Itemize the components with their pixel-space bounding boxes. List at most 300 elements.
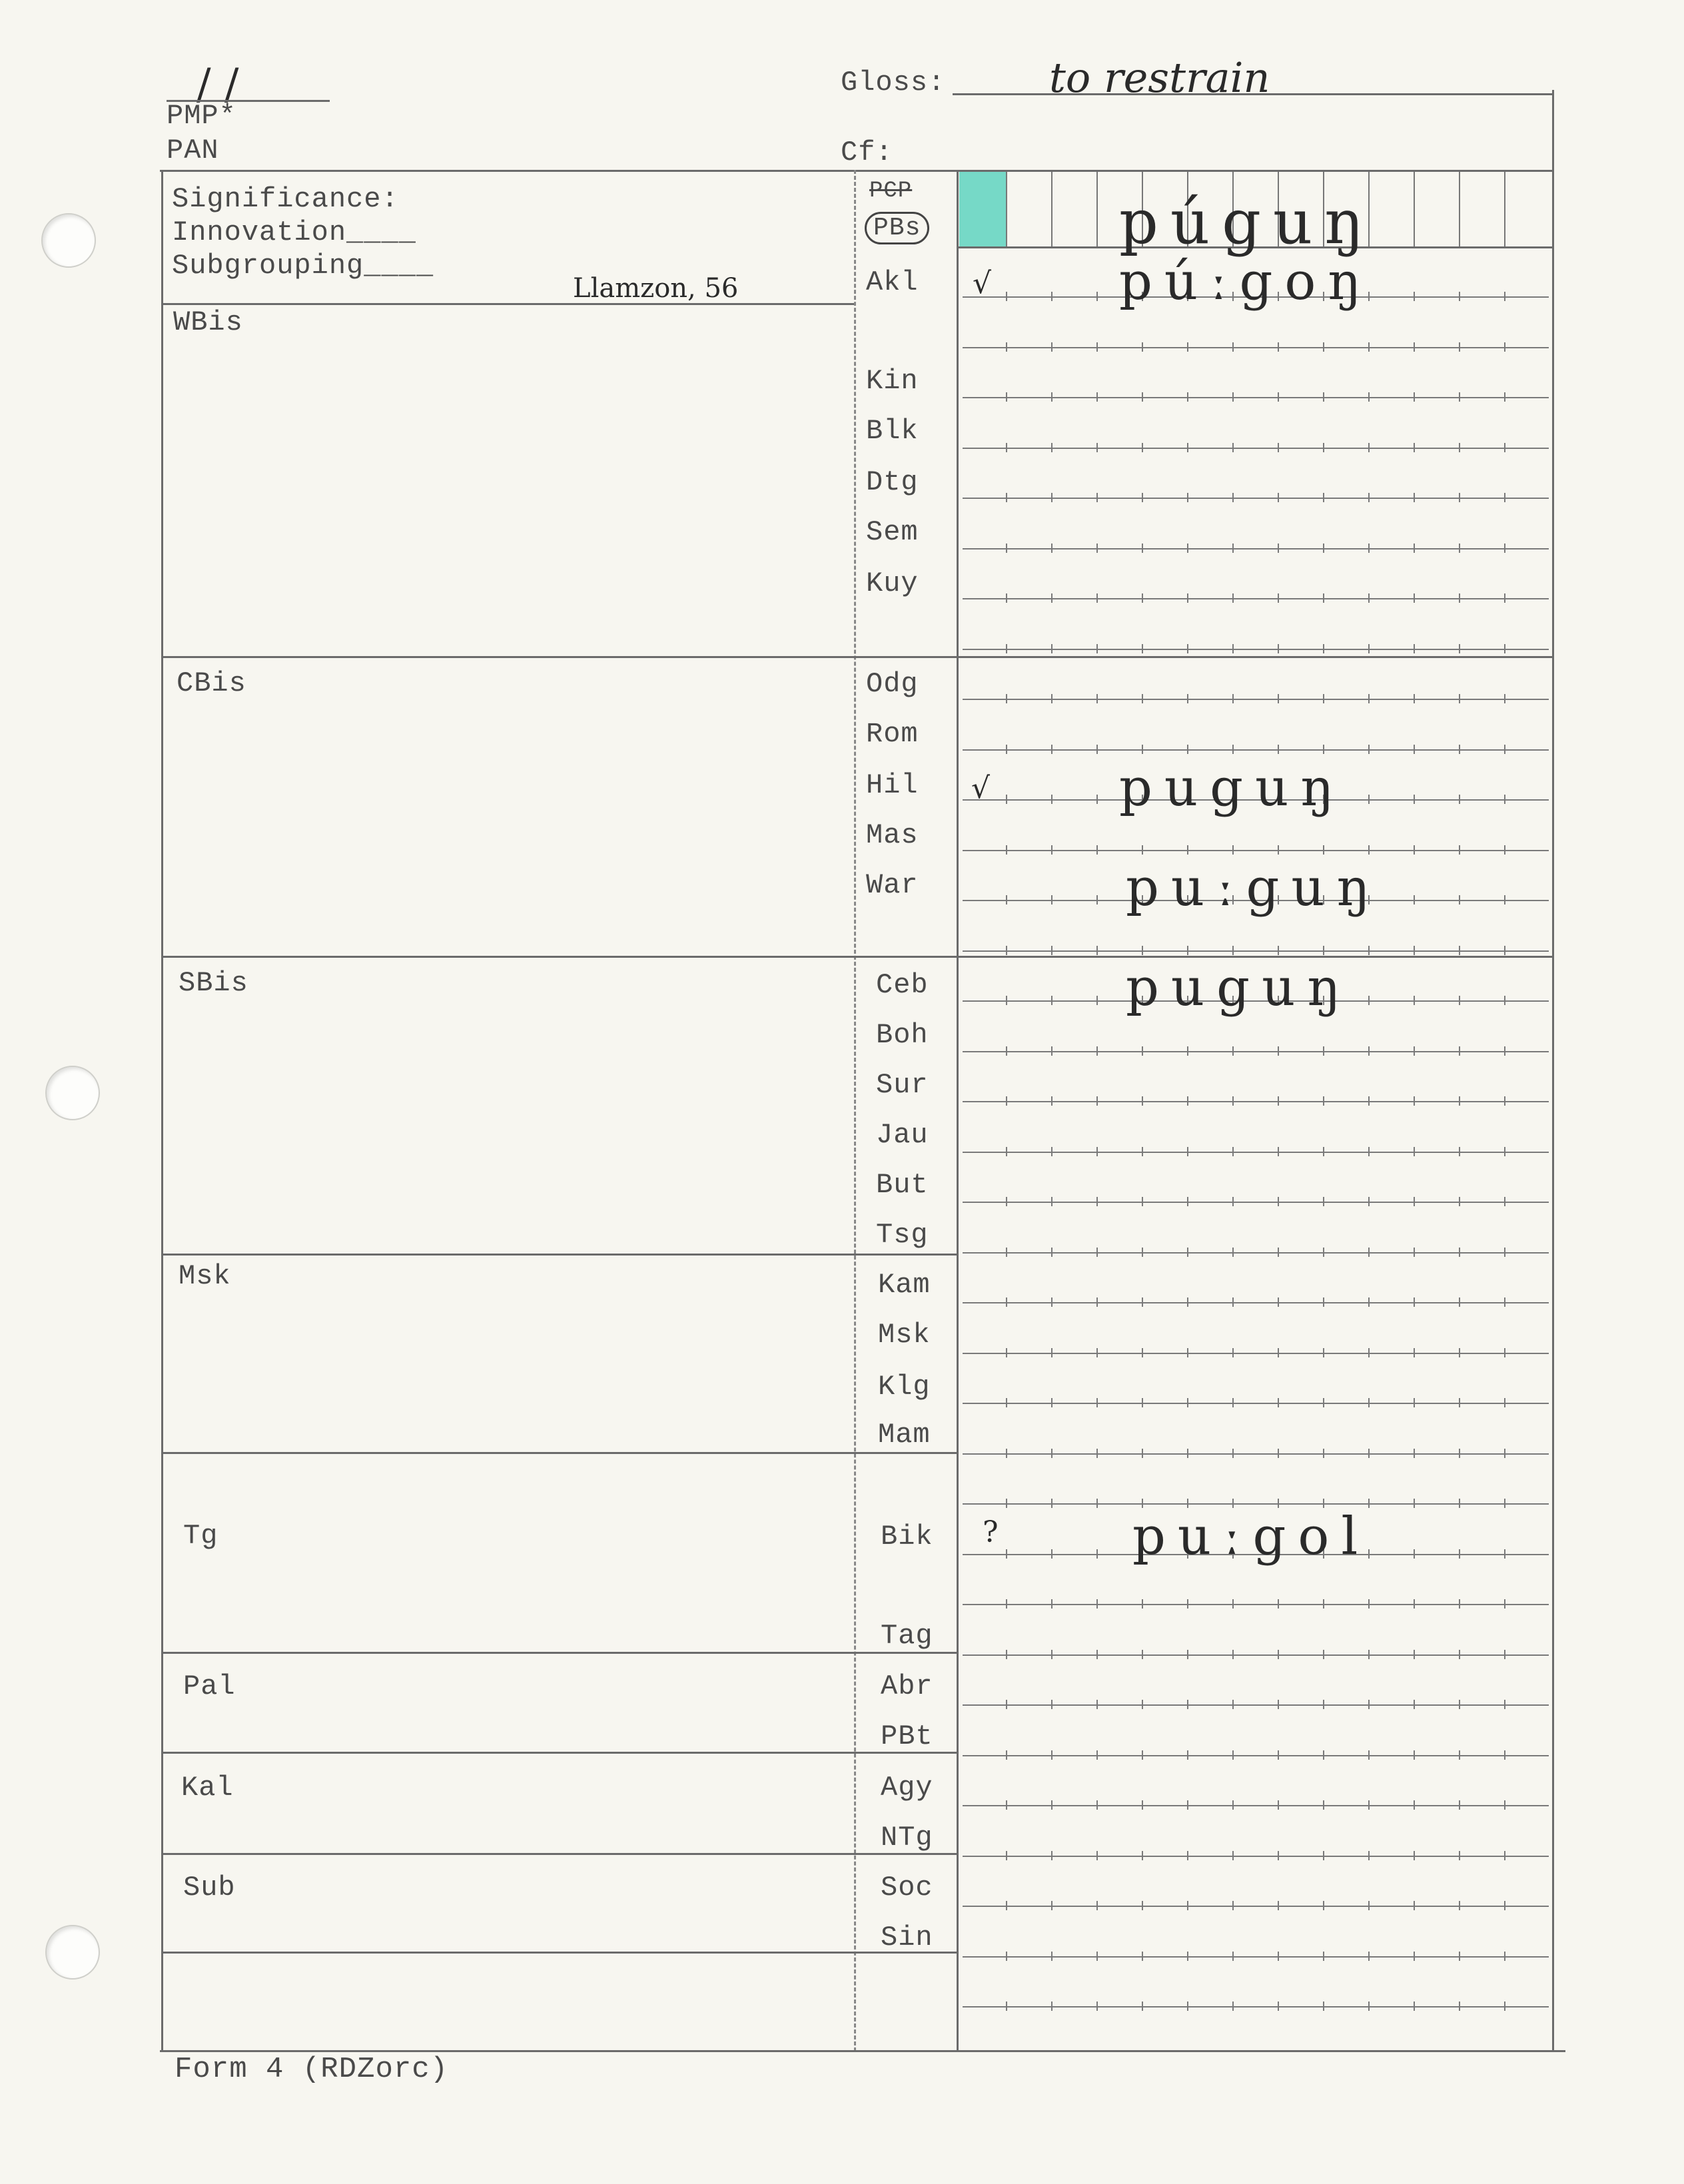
ruled-tick [1142,1348,1143,1357]
ruled-tick [1504,1348,1505,1357]
lang-blk: Blk [866,415,919,447]
ruled-line [963,1051,1549,1052]
ruled-tick [1051,745,1052,754]
ruled-tick [1051,1248,1052,1257]
ruled-tick [1006,1197,1007,1206]
ruled-tick [1051,1499,1052,1508]
ruled-tick [1504,745,1505,754]
ruled-tick [1459,1348,1460,1357]
ruled-tick [1051,392,1052,402]
ruled-tick [1278,1952,1279,1961]
ruled-tick [1187,1800,1188,1810]
ruled-tick [1142,593,1143,603]
ruled-tick [1096,1398,1098,1407]
section-label-kal: Kal [181,1772,234,1804]
ruled-tick [1504,544,1505,553]
ruled-tick [1323,1449,1324,1458]
ruled-tick [1006,1901,1007,1910]
ruled-tick [1323,1197,1324,1206]
ruled-tick [1504,1549,1505,1559]
ruled-tick [1323,1901,1324,1910]
ruled-tick [1459,1599,1460,1609]
ruled-tick [1323,1398,1324,1407]
ruled-tick [1323,342,1324,352]
ruled-tick [1414,1851,1415,1860]
ruled-tick [1006,493,1007,502]
ruled-tick [1096,544,1098,553]
ruled-tick [1232,1248,1234,1257]
lang-akl: Akl [866,266,919,298]
divider-sbis-msk [161,1254,957,1256]
ruled-line [963,498,1549,499]
ruled-tick [1006,845,1007,855]
ruled-tick [1006,946,1007,955]
ruled-tick [1187,342,1188,352]
divider-msk-tg [161,1452,957,1454]
ruled-line [963,1805,1549,1806]
ruled-tick [1414,644,1415,653]
ruled-tick [1368,1046,1370,1056]
ruled-tick [1006,593,1007,603]
lang-boh: Boh [876,1019,929,1051]
ruled-tick [1504,1700,1505,1709]
left-box-top [160,170,957,172]
punch-hole-middle [45,1066,100,1120]
divider-pal-kal [161,1752,957,1754]
ruled-line [963,1906,1549,1907]
ruled-tick [1051,493,1052,502]
ruled-tick [1232,1449,1234,1458]
ruled-tick [1368,1750,1370,1760]
ruled-tick [1368,1096,1370,1106]
ruled-tick [1414,443,1415,452]
ruled-tick [1232,392,1234,402]
lang-msk: Msk [878,1319,931,1351]
ruled-tick [1006,1096,1007,1106]
ruled-tick [1459,544,1460,553]
gloss-label: Gloss: [841,67,946,99]
ruled-tick [1142,644,1143,653]
ruled-tick [1051,1599,1052,1609]
ruled-tick [1187,1851,1188,1860]
ruled-tick [1323,644,1324,653]
slash-mark: / / [197,60,239,109]
ruled-tick [1323,1952,1324,1961]
ruled-tick [1051,996,1052,1005]
ruled-line [963,649,1549,650]
ruled-tick [1187,745,1188,754]
ruled-tick [1278,1096,1279,1106]
ruled-tick [1187,644,1188,653]
ruled-line [963,1152,1549,1153]
lang-ntg: NTg [881,1822,933,1854]
cell-separator [1096,172,1098,246]
ruled-tick [1096,1650,1098,1659]
ruled-tick [1051,1197,1052,1206]
ruled-tick [1006,694,1007,703]
lang-odg: Odg [866,668,919,700]
section-label-msk: Msk [179,1260,231,1292]
ruled-tick [1142,1197,1143,1206]
ruled-tick [1232,1297,1234,1307]
ruled-tick [1323,1750,1324,1760]
ruled-line [963,1403,1549,1404]
ruled-tick [1459,1952,1460,1961]
source-citation: Llamzon, 56 [573,273,739,304]
lang-ceb: Ceb [876,969,929,1001]
ruled-tick [1278,1046,1279,1056]
lang-kin: Kin [866,365,919,397]
ruled-tick [1051,1952,1052,1961]
highlight-cell [959,172,1006,246]
ruled-tick [1459,996,1460,1005]
entry-bik-mark: ? [983,1515,999,1549]
ruled-tick [1051,1750,1052,1760]
ruled-tick [1323,1851,1324,1860]
ruled-tick [1096,1248,1098,1257]
entry-akl-mark: √ [973,266,992,300]
ruled-tick [1414,1398,1415,1407]
ruled-tick [1414,1147,1415,1156]
ruled-tick [1142,443,1143,452]
ruled-tick [1278,1197,1279,1206]
ruled-tick [1142,1599,1143,1609]
ruled-line [963,1856,1549,1857]
innovation-label: Innovation____ [172,216,416,248]
ruled-tick [1323,1297,1324,1307]
ruled-tick [1414,493,1415,502]
right-box-left-edge [957,170,959,2051]
cell-separator [1006,172,1007,246]
lang-tag: Tag [881,1620,933,1652]
entry-war-form: puːguŋ [1126,858,1382,918]
ruled-tick [1459,292,1460,301]
ruled-tick [1368,1901,1370,1910]
ruled-line [963,1704,1549,1706]
ruled-tick [1504,443,1505,452]
ruled-tick [1142,544,1143,553]
ruled-tick [1323,593,1324,603]
ruled-tick [1187,946,1188,955]
ruled-tick [1414,292,1415,301]
ruled-tick [1459,1750,1460,1760]
divider-tg-pal [161,1652,957,1654]
ruled-tick [1232,1046,1234,1056]
lang-pbs: PBs [865,212,929,244]
ruled-tick [1096,1147,1098,1156]
ruled-tick [1459,1147,1460,1156]
ruled-tick [1368,996,1370,1005]
ruled-tick [1142,694,1143,703]
ruled-tick [1323,946,1324,955]
bottom-border [160,2050,1565,2052]
ruled-tick [1414,946,1415,955]
ruled-tick [1006,1499,1007,1508]
ruled-tick [1368,493,1370,502]
proto-label-pmp: PMP* [167,100,236,132]
ruled-tick [1414,795,1415,804]
lang-sin: Sin [881,1922,933,1954]
ruled-tick [1278,1599,1279,1609]
ruled-tick [1368,1449,1370,1458]
ruled-tick [1459,2002,1460,2011]
ruled-tick [1006,1297,1007,1307]
divider-wbis-cbis [161,656,1553,658]
lang-abr: Abr [881,1670,933,1702]
ruled-tick [1368,1800,1370,1810]
lang-bik: Bik [881,1521,933,1553]
ruled-tick [1414,1650,1415,1659]
ruled-tick [1414,1700,1415,1709]
ruled-tick [1187,493,1188,502]
ruled-tick [1187,1248,1188,1257]
cell-separator [1504,172,1505,246]
ruled-tick [1232,1398,1234,1407]
ruled-tick [1504,1851,1505,1860]
ruled-tick [1414,1248,1415,1257]
ruled-tick [1414,1499,1415,1508]
ruled-tick [1368,946,1370,955]
ruled-tick [1232,1800,1234,1810]
ruled-tick [1096,1046,1098,1056]
entry-bik-form: puːgol [1132,1507,1370,1567]
ruled-tick [1142,342,1143,352]
ruled-tick [1006,795,1007,804]
ruled-tick [1323,2002,1324,2011]
entry-ceb-form: puguŋ [1126,958,1353,1018]
ruled-tick [1006,1851,1007,1860]
ruled-tick [1323,694,1324,703]
ruled-tick [1368,694,1370,703]
entry-hil-mark: √ [971,771,991,805]
cell-separator [1051,172,1052,246]
ruled-tick [1051,292,1052,301]
ruled-tick [1459,1297,1460,1307]
ruled-tick [1142,946,1143,955]
ruled-tick [1504,644,1505,653]
lang-jau: Jau [876,1119,929,1151]
ruled-tick [1006,745,1007,754]
ruled-tick [1232,2002,1234,2011]
ruled-tick [1006,1750,1007,1760]
ruled-tick [1051,1650,1052,1659]
ruled-tick [1323,1599,1324,1609]
ruled-tick [1232,443,1234,452]
ruled-tick [1323,443,1324,452]
lang-agy: Agy [881,1772,933,1804]
ruled-line [963,850,1549,851]
ruled-tick [1006,544,1007,553]
ruled-tick [1187,1750,1188,1760]
ruled-tick [1232,1096,1234,1106]
ruled-tick [1459,1248,1460,1257]
ruled-tick [1051,795,1052,804]
lang-rom: Rom [866,718,919,750]
lang-but: But [876,1169,929,1201]
ruled-tick [1096,1096,1098,1106]
ruled-tick [1051,845,1052,855]
ruled-tick [1232,1901,1234,1910]
form-label: Form 4 (RDZorc) [175,2053,449,2086]
ruled-tick [1368,1650,1370,1659]
ruled-tick [1142,1046,1143,1056]
ruled-tick [1504,1650,1505,1659]
ruled-line [963,1252,1549,1254]
ruled-tick [1368,1851,1370,1860]
section-label-cbis: CBis [177,667,246,699]
ruled-tick [1504,946,1505,955]
ruled-tick [1323,1147,1324,1156]
ruled-line [963,749,1549,751]
ruled-tick [1187,1650,1188,1659]
ruled-tick [1504,1398,1505,1407]
ruled-tick [1232,1650,1234,1659]
ruled-tick [1459,1851,1460,1860]
section-label-tg: Tg [183,1520,218,1552]
lang-pbt: PBt [881,1720,933,1752]
ruled-tick [1051,1800,1052,1810]
ruled-tick [1232,1599,1234,1609]
ruled-tick [1232,544,1234,553]
ruled-tick [1368,1398,1370,1407]
ruled-tick [1459,342,1460,352]
ruled-tick [1232,845,1234,855]
ruled-tick [1187,1952,1188,1961]
ruled-tick [1187,2002,1188,2011]
ruled-tick [1278,644,1279,653]
ruled-tick [1504,1449,1505,1458]
ruled-tick [1232,946,1234,955]
section-label-sbis: SBis [179,967,248,999]
ruled-tick [1051,342,1052,352]
ruled-tick [1096,1952,1098,1961]
lang-sur: Sur [876,1069,929,1101]
ruled-tick [1006,1449,1007,1458]
ruled-tick [1096,644,1098,653]
ruled-tick [1096,1499,1098,1508]
ruled-tick [1006,1147,1007,1156]
ruled-line [963,1453,1549,1455]
ruled-tick [1459,946,1460,955]
ruled-tick [1414,694,1415,703]
ruled-tick [1187,544,1188,553]
ruled-tick [1459,1449,1460,1458]
ruled-tick [1459,795,1460,804]
ruled-tick [1187,694,1188,703]
ruled-tick [1051,443,1052,452]
ruled-tick [1096,493,1098,502]
ruled-tick [1051,644,1052,653]
ruled-tick [1504,694,1505,703]
ruled-tick [1504,1046,1505,1056]
ruled-tick [1187,1348,1188,1357]
ruled-tick [1051,1147,1052,1156]
ruled-tick [1459,1197,1460,1206]
ruled-tick [1051,1297,1052,1307]
ruled-line [963,1956,1549,1958]
ruled-tick [1232,1348,1234,1357]
ruled-tick [1006,996,1007,1005]
ruled-tick [1278,392,1279,402]
ruled-tick [1323,1096,1324,1106]
ruled-tick [1187,1449,1188,1458]
right-box-right-edge [1552,90,1554,2051]
ruled-tick [1278,443,1279,452]
cf-label: Cf: [841,137,893,169]
ruled-tick [1278,1851,1279,1860]
ruled-tick [1504,895,1505,905]
ruled-tick [1278,845,1279,855]
section-label-sub: Sub [183,1872,236,1904]
ruled-tick [1142,1952,1143,1961]
ruled-tick [1006,1650,1007,1659]
ruled-line [963,1503,1549,1505]
ruled-tick [1142,493,1143,502]
ruled-tick [1006,1398,1007,1407]
lang-sem: Sem [866,516,919,548]
ruled-tick [1323,1046,1324,1056]
ruled-tick [1323,845,1324,855]
ruled-tick [1232,1147,1234,1156]
ruled-tick [1504,1248,1505,1257]
ruled-tick [1323,544,1324,553]
ruled-tick [1142,1096,1143,1106]
ruled-tick [1504,2002,1505,2011]
ruled-tick [1096,1297,1098,1307]
ruled-tick [1459,745,1460,754]
ruled-tick [1414,1901,1415,1910]
lang-mam: Mam [878,1419,931,1451]
ruled-tick [1368,342,1370,352]
ruled-tick [1368,392,1370,402]
ruled-tick [1414,1750,1415,1760]
divider-kal-sub [161,1853,957,1855]
entry-hil-form: puguŋ [1119,758,1346,818]
ruled-tick [1051,1046,1052,1056]
ruled-tick [1414,392,1415,402]
lang-hil: Hil [866,769,919,801]
ruled-tick [1504,392,1505,402]
cell-separator [1459,172,1460,246]
ruled-tick [1142,1297,1143,1307]
ruled-tick [1323,1348,1324,1357]
ruled-tick [1323,493,1324,502]
ruled-tick [1006,392,1007,402]
ruled-tick [1187,1147,1188,1156]
ruled-tick [1278,1800,1279,1810]
ruled-tick [1006,1348,1007,1357]
ruled-tick [1187,1700,1188,1709]
significance-divider [161,303,854,305]
ruled-tick [1459,1046,1460,1056]
ruled-tick [1096,342,1098,352]
ruled-tick [1459,493,1460,502]
ruled-tick [1096,2002,1098,2011]
ruled-tick [1459,593,1460,603]
ruled-tick [1051,1398,1052,1407]
ruled-tick [1459,1398,1460,1407]
ruled-tick [1006,1549,1007,1559]
ruled-line [963,1353,1549,1354]
ruled-tick [1051,1549,1052,1559]
ruled-tick [1504,1499,1505,1508]
ruled-tick [1096,593,1098,603]
ruled-tick [1368,1348,1370,1357]
ruled-line [963,1654,1549,1656]
ruled-tick [1368,795,1370,804]
ruled-tick [1278,593,1279,603]
ruled-tick [1006,895,1007,905]
